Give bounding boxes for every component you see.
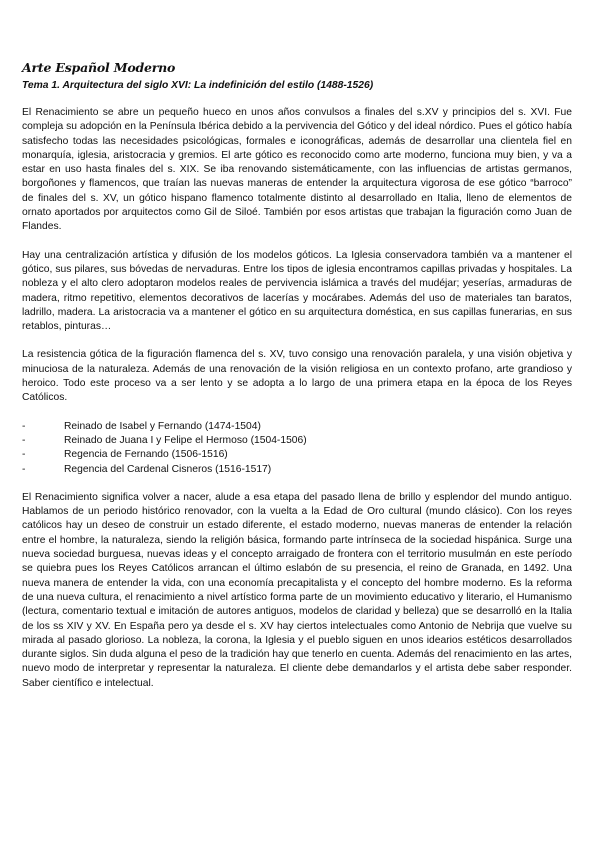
paragraph-intro: El Renacimiento se abre un pequeño hueco en unos años convulsos a finales del s.XV y principios del s. XVI. Fue compleja su adopción en la Península Ibérica debido a la pervivencia del Gótico y del ideal nórdico. Pues el gótico había satisfecho todas las necesidades psicológicas, formales e iconográficas, además de desarrollar una clientela fiel en monarquía, iglesia, aristocracia y gremios. El arte gótico es reconocido como arte moderno, funciona muy bien, y va a estar en uso hasta finales del s. XIX. Se iba renovando sistemáticamente, con las influencias de artistas germanos, borgoñones y flamencos, que traían las nuevas maneras de entender la arquitectura vigorosa de ese gótico “barroco” de finales del s. XV, un gótico hispano flamenco totalmente distinto al desarrollado en Italia, lleno de elementos de ornato aportados por arquitectos como Gil de Siloé. También por esos artistas que trabajan la figuración como Juan de Flandes. (22, 107, 572, 233)
paragraph-gothic-models: Hay una centralización artística y difusión de los modelos góticos. La Iglesia conservadora también va a mantener el gótico, sus pilares, sus bóvedas de nervaduras. Entre los tipos de iglesia encontramos capillas privadas y hospitales. La nobleza y el alto clero adoptaron modelos reales de pervivencia islámica a través del mudéjar; yeserías, armaduras de madera, ritmo repetitivo, elementos decorativos de lacerías y mocárabes. Además del uso de materiales tan baratos, ladrillo, madera. La aristocracia va a mantener el gótico en su arquitectura doméstica, en sus capillas funerarias, en sus retablos, pinturas… (22, 249, 572, 333)
list-item-text: Reinado de Isabel y Fernando (1474-1504) (64, 420, 261, 432)
list-item-text: Regencia de Fernando (1506-1516) (64, 449, 228, 461)
list-item-text: Regencia del Cardenal Cisneros (1516-1517) (64, 463, 272, 475)
list-marker: - (22, 434, 26, 446)
list-item (22, 463, 572, 477)
paragraph-flemish-resistance: La resistencia gótica de la figuración flamenca del s. XV, tuvo consigo una renovación paralela, y una visión objetiva y minuciosa de la naturaleza. Además de una renovación de la visión religiosa en un contexto profano, arte grandioso y heroico. Todo este proceso va a ser lento y se adopta a lo largo de una primera etapa en la época de los Reyes Católicos. (22, 349, 572, 404)
list-marker: - (22, 449, 26, 461)
paragraph-renaissance: El Renacimiento significa volver a nacer, alude a esa etapa del pasado llena de brillo y esplendor del mundo antiguo. Hablamos de un periodo histórico renovador, con la vuelta a la Edad de Oro cultural (mundo clásico). Con los reyes católicos hay un deseo de construir un estado diferente, el estado moderno, nuevas maneras de entender la relación entre el hombre, la naturaleza, siendo la religión básica, formando parte intrínseca de la sociedad hispánica. Surge una nueva sociedad burguesa, nuevas ideas y el concepto arraigado de frontera con el territorio musulmán en este período se quiebra pues los Reyes Católicos arrancan el último eslabón de su presencia, el reino de Granada, en 1492. Una nueva manera de entender la vida, con una economía precapitalista y el concepto del hombre moderno. Es la reforma de una nueva cultura, el renacimiento a nivel artístico forma parte de un movimiento educativo y literario, el Humanismo (lectura, comentario textual e imitación de autores antiguos, modelos de claridad y belleza) que se desarrolló en la Italia de los ss XIV y XV. En España pero ya desde el s. XV hay ciertos intelectuales como Antonio de Nebrija que vuelve su mirada al pasado glorioso. La nobleza, la corona, la Iglesia y el pueblo siguen en unos idearios estéticos desarrollados durante siglos. Sin duda alguna el peso de la tradición hay que tenerlo en cuenta. Además del renacimiento en las artes, nuevo modo de interpretar y representar la naturaleza. El cliente debe demandarlos y el artista debe saber responder. Saber científico e intelectual. (22, 491, 572, 689)
list-item (22, 448, 572, 462)
list-marker: - (22, 463, 26, 475)
document-title: Arte Español Moderno (22, 60, 176, 75)
document-subtitle: Tema 1. Arquitectura del siglo XVI: La indefinición del estilo (1488-1526) (22, 80, 374, 91)
reigns-list (22, 420, 572, 477)
list-marker: - (22, 420, 26, 432)
list-item (22, 434, 572, 448)
list-item (22, 420, 572, 434)
list-item-text: Reinado de Juana I y Felipe el Hermoso (1504-1506) (64, 434, 307, 446)
